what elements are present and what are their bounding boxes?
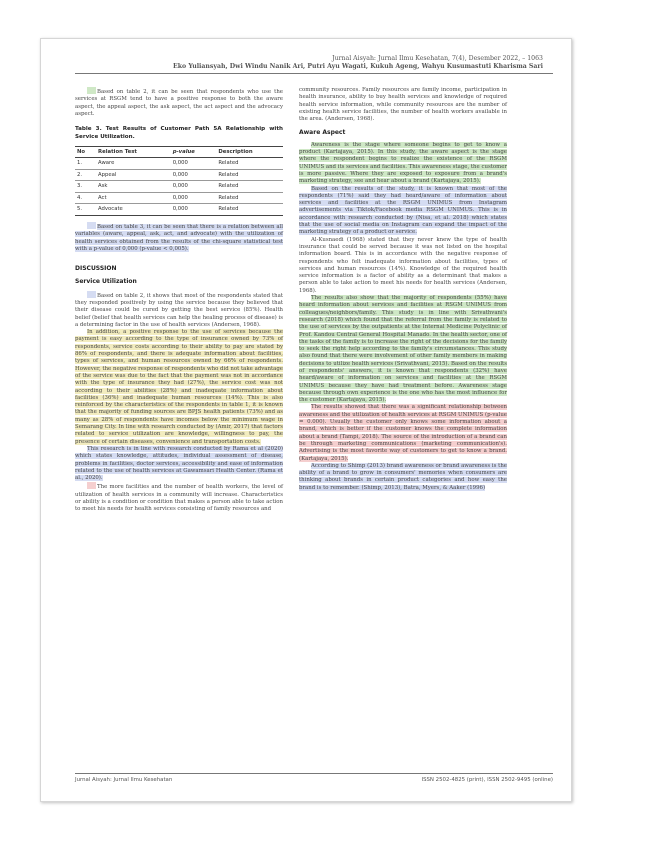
table-caption: Table 3. Test Results of Customer Path 5A Relationship with Service Utilization. (75, 126, 283, 140)
paragraph (75, 222, 283, 253)
paragraph (299, 186, 507, 237)
document-page (40, 38, 572, 802)
table-row (75, 192, 283, 203)
annotation-marker-icon[interactable] (87, 87, 96, 94)
paragraph (299, 142, 507, 186)
annotation-marker-icon[interactable] (87, 482, 96, 489)
table-cell: Related (216, 192, 283, 203)
paragraph (75, 87, 283, 118)
paragraph (75, 329, 283, 446)
table-header-row (75, 147, 283, 158)
table-cell: 0,000 (171, 158, 217, 169)
highlighted-text[interactable]: Based on the results of the study, it is known that most of the respondents (71%) said they had heard/aware of information about services and facilities at the RSGM UNIMUS from Instagram advertisements via Tiktok/Facebook media RSGM UNIMUS. This is in accordance with research conducted by (Nisa, et al. 2018) which states that the use of social media on Instagram can expand the impact of the marketing strategy of a product or service. (299, 185, 507, 236)
results-table (75, 146, 283, 216)
highlighted-text[interactable]: Based on table 3, it can be seen that there is a relation between all variables (aware, appeal, ask, act, and advocate) with the utilization of health services obtained from the results of the chi-square statistical test with a p-value of 0,000 (p-value < 0,005). (75, 223, 283, 252)
table-cell: Ask (96, 181, 171, 192)
paragraph-text: The more facilities and the number of health workers, the level of utilization of health services in a community will increase. Characteristics or ability is a condition or condition that makes a person able to take action to meet his needs for health services consisting of family resources and (75, 484, 283, 513)
highlighted-text[interactable]: The results showed that there was a significant relationship between awareness and the utilization of health services at RSGM UNIMUS (p-value = 0.000). Usually the customer only knows some information about a brand, which is better if the customer knows the complete information about a brand (Tampi, 2018). The source of the introduction of a brand can be through marketing communications (marketing communication's). Advertising is the most favorite way of customers to get to know a brand. (Kartajaya, 2015). (299, 404, 507, 462)
table-cell: 4. (75, 192, 96, 203)
table-cell: 2. (75, 169, 96, 180)
table-cell: Aware (96, 158, 171, 169)
table-row (75, 158, 283, 169)
header-divider (75, 73, 553, 74)
running-header-journal: Jurnal Aisyah: Jurnal Ilmu Kesehatan, 7(4), Desember 2022, – 1063 (332, 55, 543, 62)
table-cell: Related (216, 181, 283, 192)
paragraph (299, 295, 507, 404)
column-header: p-value (171, 147, 217, 158)
table-row (75, 204, 283, 215)
annotation-marker-icon[interactable] (87, 291, 96, 298)
column-header: Description (216, 147, 283, 158)
paragraph (75, 446, 283, 482)
right-column (299, 87, 507, 492)
highlighted-text[interactable]: Awareness is the stage where someone begins to get to know a product (Kartajaya, 2015). In this study, the aware aspect is the stage where the respondent begins to realize the existence of the RSGM UNIMUS and its services and facilities. This awareness stage, the customer is more passive. Where they are exposed to exposure from a brand's marketing strategy, see and hear about a brand (Kartajaya, 2015). (299, 141, 507, 185)
table-cell: 0,000 (171, 192, 217, 203)
highlighted-text[interactable]: According to Shimp (2013) brand awareness or brand awareness is the ability of a brand to grow in consumers' memories when consumers are thinking about brands in certain product categories and how easy the brand is to remember. (Shimp, 2013), Batra, Myers, & Aaker (1996) (299, 462, 507, 491)
highlighted-text[interactable]: In addition, a positive response to the use of services because the payment is easy according to the type of insurance owned by 73% of respondents, service costs according to their ability to pay are stated by 86% of respondents, and there is adequate information about facilities, types of services, and human resources owned by 66% of respondents. However, the negative response of respondents who did not take advantage of the service was due to the fact that the payment was not in accordance with the type of insurance they had (27%), the service cost was not according to their abilities (28%) and inadequate information about facilities (36%) and inadequate human resources (14%). This is also reinforced by the characteristics of the respondents in table 1, it is known that the majority of funding sources are BPJS health patients (73%) and as many as 28% of respondents have incomes below the minimum wage in Semarang City. In line with research conducted by (Amir, 2017) that factors related to service utilization are knowledge, willingness to pay, the presence of certain diseases, convenience and transportation costs. (75, 329, 283, 445)
table-cell: 0,000 (171, 204, 217, 215)
paragraph: community resources. Family resources are family income, participation in health insurance, ability to buy health services and knowledge of required health service information, while community resources are the number of existing health service facilities, the number of health workers available in the area. (Andersen, 1968). (299, 87, 507, 123)
annotation-marker-icon[interactable] (87, 222, 96, 229)
paragraph-text: Based on table 2, it can be seen that respondents who use the services at RSGM tend to have a positive response to both the aware aspect, the appeal aspect, the ask aspect, the act aspect and the advocacy aspect. (75, 89, 283, 117)
table-cell: 0,000 (171, 169, 217, 180)
left-column (75, 87, 283, 514)
subsection-heading: Aware Aspect (299, 129, 346, 137)
table-cell: Related (216, 169, 283, 180)
column-header: Relation Test (96, 147, 171, 158)
paragraph (75, 291, 283, 329)
column-header: No (75, 147, 96, 158)
section-heading: DISCUSSION (75, 265, 117, 273)
table-cell: 5. (75, 204, 96, 215)
footer-journal-name: Jurnal Aisyah: Jurnal Ilmu Kesehatan (75, 777, 173, 783)
table-cell: Related (216, 158, 283, 169)
table-cell: Appeal (96, 169, 171, 180)
highlighted-text[interactable]: This research is in line with research conducted by Rama et al (2020) which states knowledge, attitudes, individual assessment of disease, problems in facilities, doctor services, accessibility and ease of information related to the use of health services at Gawamsari Health Center. (Rama et al., 2020). (75, 445, 283, 482)
footer-issn: ISSN 2502-4825 (print), ISSN 2502-9495 (online) (421, 777, 553, 783)
paragraph-text: Based on table 2, it shows that most of the respondents stated that they responded positively by using the service because they believed that their disease could be cured by getting the best service (85%). Health belief (belief that health services can help the healing process of disease) is a determining factor in the use of health services (Andersen, 1968). (75, 292, 283, 328)
highlighted-text[interactable]: The results also show that the majority of respondents (55%) have heard information about services and facilities at RSGM UNIMUS from colleagues/neighbors/family. This study is in line with Srivathvani's research (2018) which found that the referral from the family is related to the use of services by the outpatients at the Internal Medicine Polyclinic of Prof. Kandou Central General Hospital Manado. In the health sector, one of the tasks of the family is to increase the right of the decisions for the family to seek the right help according to the family's circumstances. This study also found that there were involvement of other family members in making decisions to utilize health services (Srivathvani, 2015). Based on the results of respondents' answers, it is known that respondents (32%) have heard/aware of information on services and facilities at the RSGM UNIMUS because they have had treatment before. Awareness stage because through own experience is the one who has the most influence for the customer (Kartajaya, 2015). (299, 295, 507, 404)
table-cell: 1. (75, 158, 96, 169)
paragraph (75, 482, 283, 513)
table-cell: Advocate (96, 204, 171, 215)
subsection-heading: Service Utilization (75, 278, 137, 286)
table-cell: 3. (75, 181, 96, 192)
paragraph (299, 404, 507, 462)
running-header-authors: Eko Yuliansyah, Dwi Windu Nanik Ari, Putri Ayu Wagati, Kukuh Ageng, Wahyu Kusumastuti Kharisma Sari (173, 63, 543, 70)
table-row (75, 181, 283, 192)
paragraph (299, 463, 507, 492)
table-cell: Related (216, 204, 283, 215)
paragraph: Al-Kusnaedi (1968) stated that they never knew the type of health insurance that could be served because it was not listed on the hospital information board. This is in accordance with the negative response of respondents who felt inadequate information about facilities, types of services and human resources (14%). Knowledge of the required health service information is a factor of ability as a determinant that makes a person able to take action to meet his needs for health services (Andersen, 1968). (299, 236, 507, 294)
table-cell: 0,000 (171, 181, 217, 192)
table-cell: Act (96, 192, 171, 203)
footer-divider (75, 773, 553, 774)
table-row (75, 169, 283, 180)
